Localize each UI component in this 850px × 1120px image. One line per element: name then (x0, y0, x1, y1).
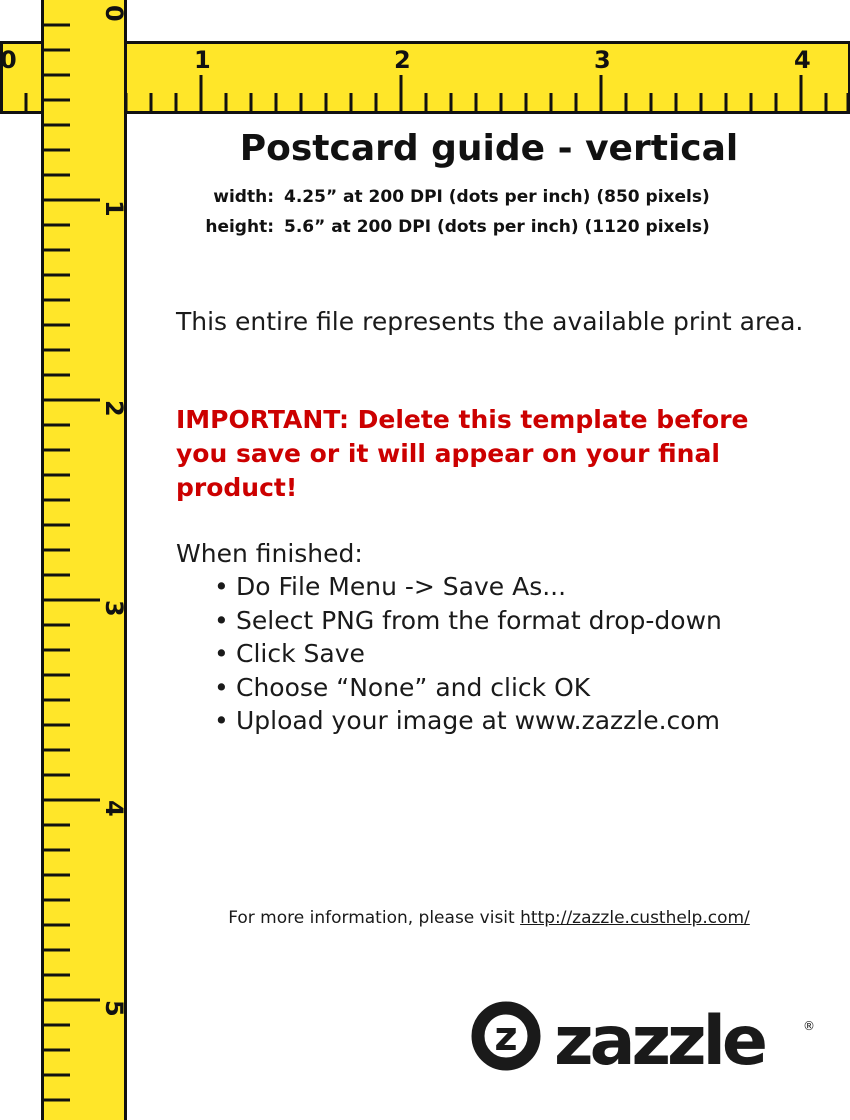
ruler-label: 3 (594, 46, 611, 74)
help-link[interactable]: http://zazzle.custhelp.com/ (520, 908, 750, 928)
width-spec-row (150, 182, 795, 212)
step-text: Select PNG from the format drop-down (236, 605, 722, 635)
list-item (214, 637, 722, 671)
finished-heading: When finished: (176, 539, 363, 568)
logo-mark: z (494, 1014, 518, 1060)
bullet-icon: • (214, 605, 229, 635)
ruler-label: 1 (194, 46, 211, 74)
important-warning: IMPORTANT: Delete this template before you save or it will appear on your final product! (176, 405, 749, 502)
ruler-label: 4 (100, 800, 128, 817)
list-item (214, 604, 722, 638)
height-value: 5.6” at 200 DPI (dots per inch) (1120 pixels) (284, 217, 710, 237)
ruler-label: 4 (794, 46, 811, 74)
logo-wordmark: zazzle (554, 1002, 765, 1080)
ruler-label: 2 (100, 400, 128, 417)
ruler-label: 0 (100, 5, 128, 22)
ruler-label: 0 (0, 46, 17, 74)
width-label: width: (213, 187, 274, 207)
list-item (214, 570, 722, 604)
step-text: Click Save (236, 639, 365, 668)
step-text: Do File Menu -> Save As... (236, 572, 567, 601)
list-item (214, 671, 722, 705)
footer-text: For more information, please visit (228, 908, 521, 928)
ruler-label: 3 (100, 600, 128, 617)
ruler-label: 2 (394, 46, 411, 74)
ruler-label: 1 (100, 200, 128, 217)
bullet-icon: • (214, 706, 229, 735)
registered-mark: ® (803, 1019, 815, 1033)
width-value: 4.25” at 200 DPI (dots per inch) (850 pixels) (284, 187, 710, 207)
dimension-spec (150, 182, 795, 242)
step-text: Choose “None” and click OK (236, 672, 591, 702)
intro-text: This entire file represents the available print area. (176, 307, 804, 336)
bullet-icon: • (214, 639, 229, 668)
zazzle-logo (470, 1000, 815, 1080)
height-label: height: (205, 217, 274, 237)
vertical-ruler-body (43, 0, 126, 1120)
height-spec-row (150, 212, 795, 242)
bullet-icon: • (214, 672, 229, 702)
page-title: Postcard guide - vertical (239, 128, 739, 169)
ruler-label: 5 (100, 1000, 128, 1017)
footer-info (128, 908, 850, 928)
vertical-ruler (0, 0, 130, 1120)
step-text: Upload your image at www.zazzle.com (236, 706, 720, 735)
bullet-icon: • (214, 572, 229, 601)
instruction-steps (214, 570, 722, 738)
list-item (214, 704, 722, 738)
